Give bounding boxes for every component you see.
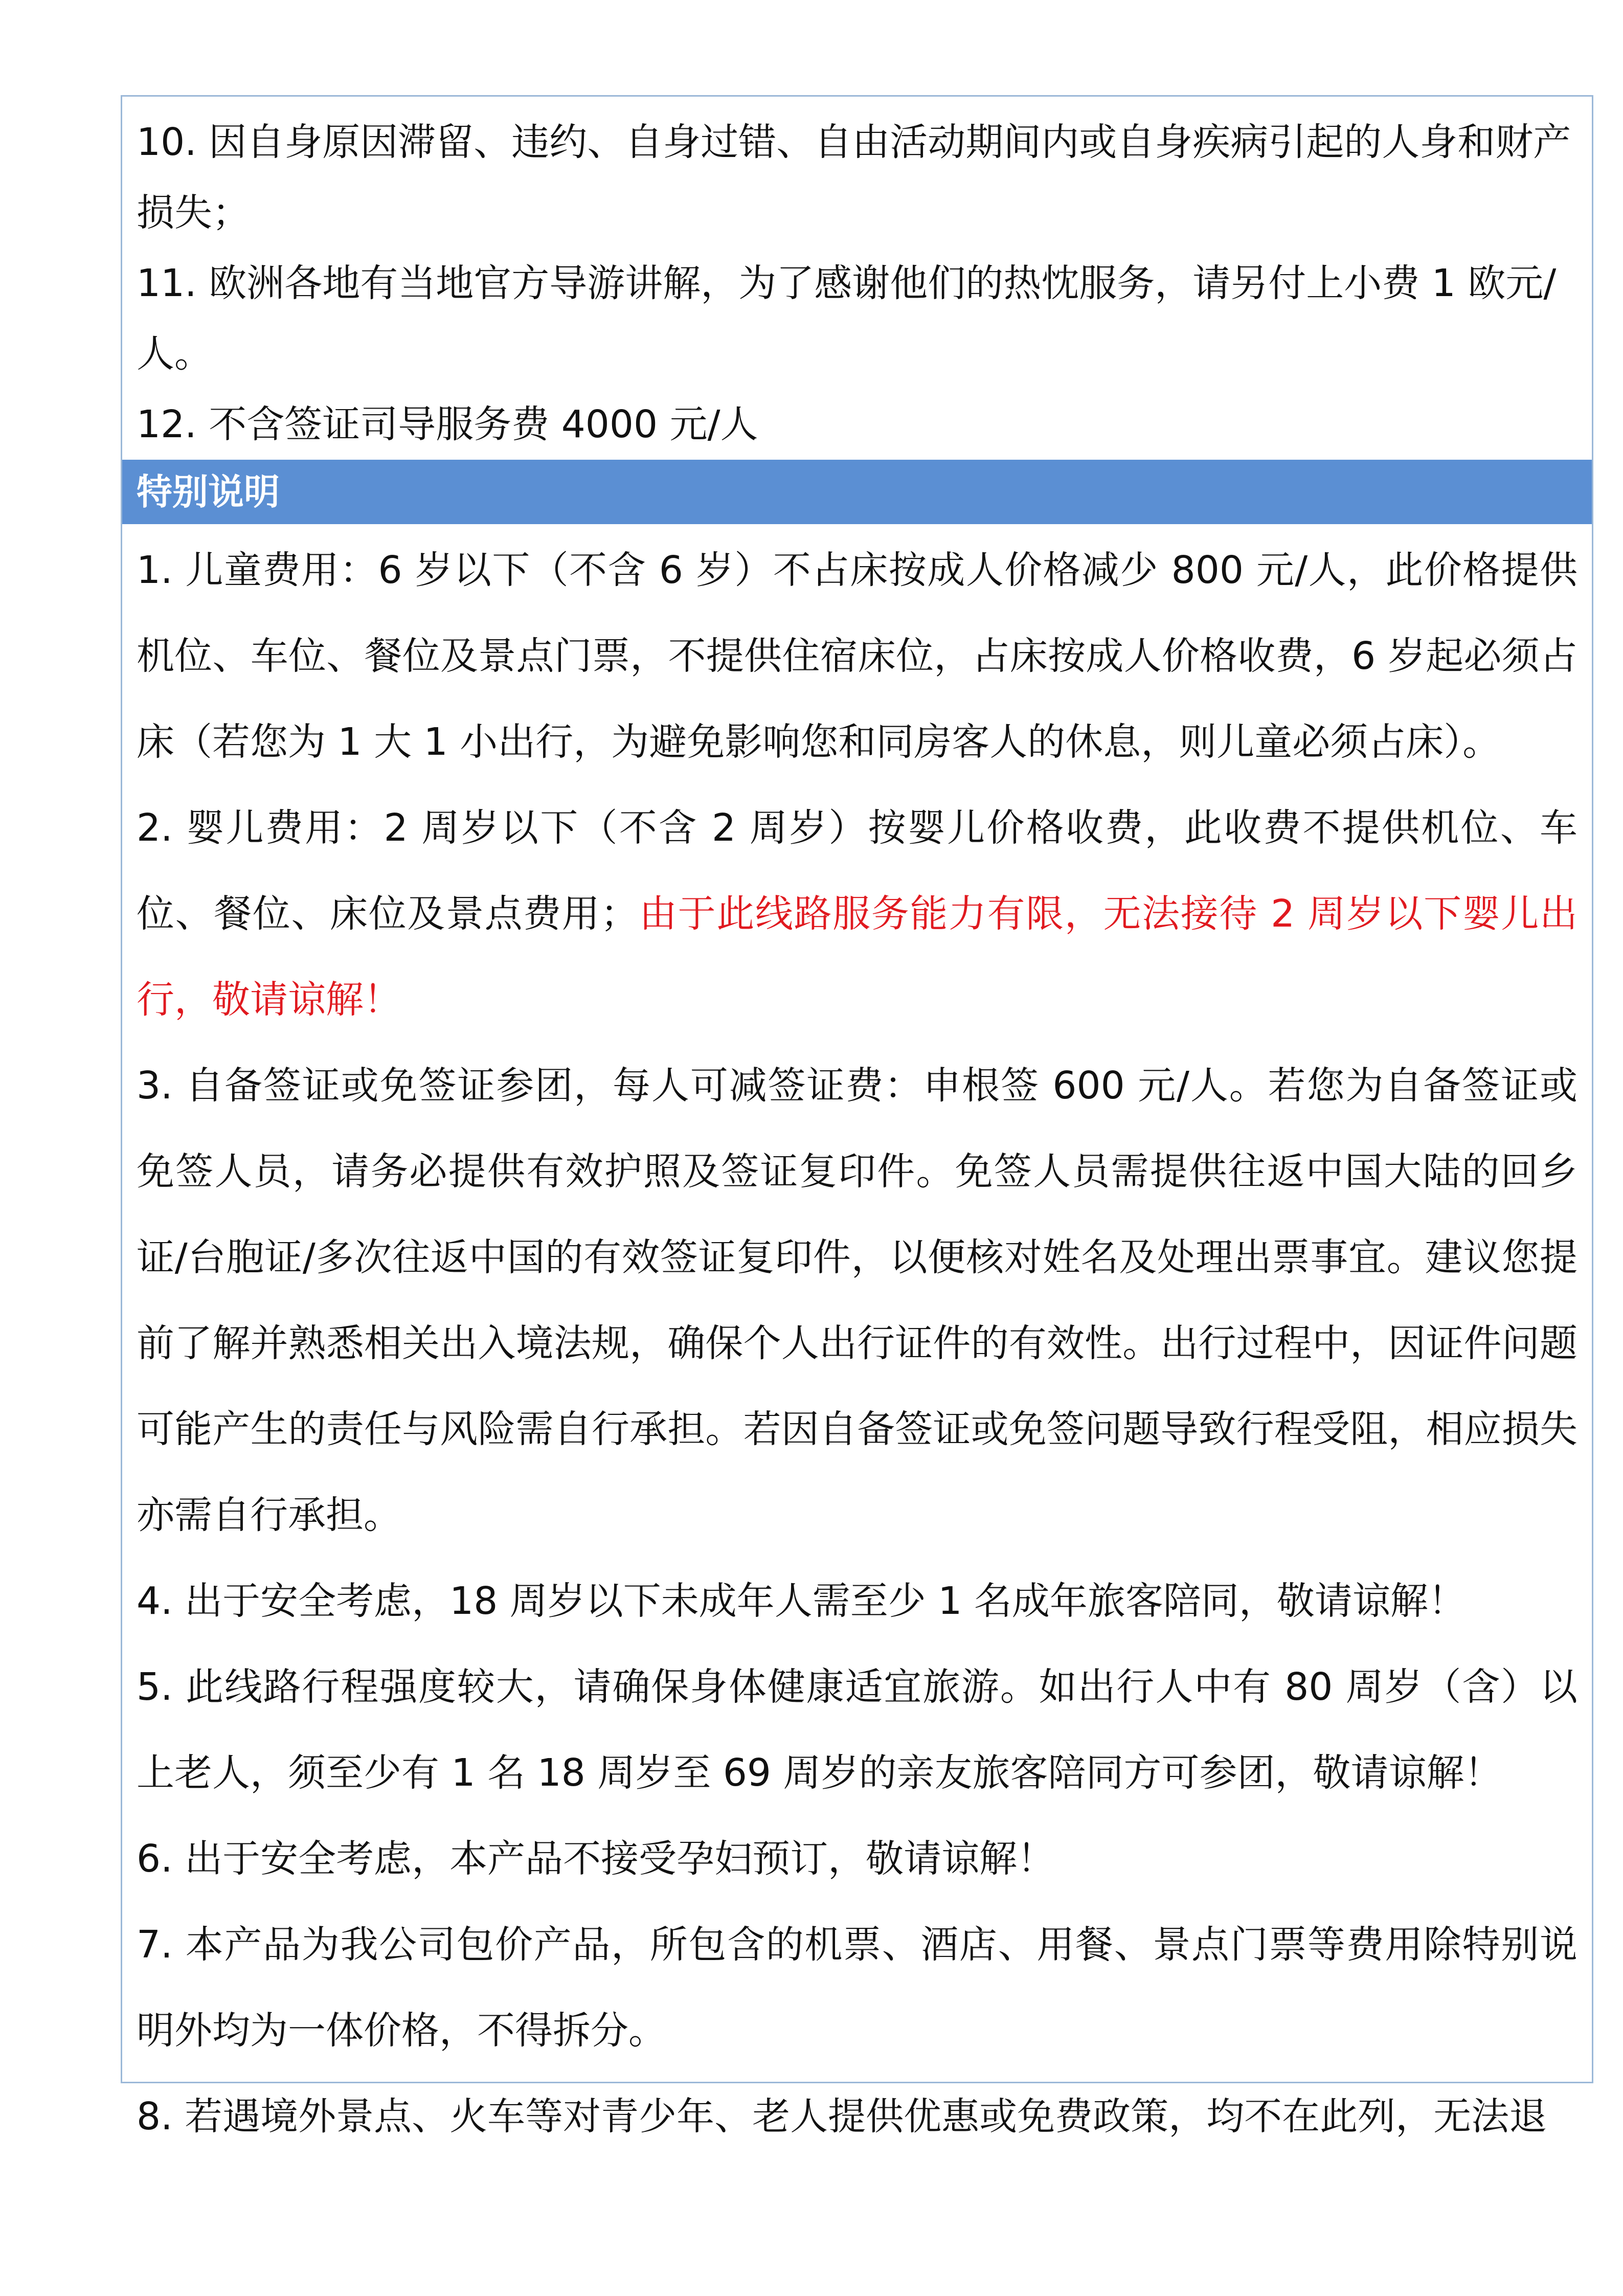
- list-item: 1. 儿童费用：6 岁以下（不含 6 岁）不占床按成人价格减少 800 元/人，此价格提供机位、车位、餐位及景点门票，不提供住宿床位，占床按成人价格收费，6 岁起必须占床（若您为 1 大 1 小出行，为避免影响您和同房客人的休息，则儿童必须占床）。: [137, 548, 1577, 764]
- list-item: 6. 出于安全考虑，本产品不接受孕妇预订，敬请谅解！: [137, 1837, 1055, 1881]
- special-notes-list: [122, 524, 1592, 2159]
- list-item: 11. 欧洲各地有当地官方导游讲解，为了感谢他们的热忱服务，请另付上小费 1 欧元/人。: [137, 261, 1557, 376]
- list-item: 7. 本产品为我公司包价产品，所包含的机票、酒店、用餐、景点门票等费用除特别说明外均为一体价格，不得拆分。: [137, 1923, 1577, 2053]
- list-item: 8. 若遇境外景点、火车等对青少年、老人提供优惠或免费政策，均不在此列，无法退: [137, 2095, 1547, 2139]
- list-item: 2. 婴儿费用：2 周岁以下（不含 2 周岁）按婴儿价格收费，此收费不提供机位、车位、餐位、床位及景点费用；由于此线路服务能力有限，无法接待 2 周岁以下婴儿出行，敬请谅解！: [137, 806, 1578, 1022]
- list-item: 10. 因自身原因滞留、违约、自身过错、自由活动期间内或自身疾病引起的人身和财产损失；: [137, 120, 1571, 235]
- list-item: 5. 此线路行程强度较大，请确保身体健康适宜旅游。如出行人中有 80 周岁（含）以上老人，须至少有 1 名 18 周岁至 69 周岁的亲友旅客陪同方可参团，敬请谅解！: [137, 1665, 1577, 1795]
- section-header-special-notes: 特别说明: [122, 460, 1592, 524]
- list-item: 3. 自备签证或免签证参团，每人可减签证费：申根签 600 元/人。若您为自备签证或免签人员，请务必提供有效护照及签证复印件。免签人员需提供往返中国大陆的回乡证/台胞证/多次往返中国的有效签证复印件，以便核对姓名及处理出票事宜。建议您提前了解并熟悉相关出入境法规，确保个人出行证件的有效性。出行过程中，因证件问题可能产生的责任与风险需自行承担。若因自备签证或免签问题导致行程受阻，相应损失亦需自行承担。: [137, 1064, 1577, 1537]
- highlight-warning: 由于此线路服务能力有限，无法接待 2 周岁以下婴儿出行，敬请谅解！: [137, 892, 1578, 1022]
- info-table: [121, 95, 1593, 2139]
- exclusions-continued: [122, 97, 1592, 460]
- list-item: 12. 不含签证司导服务费 4000 元/人: [137, 402, 758, 446]
- list-item: 4. 出于安全考虑，18 周岁以下未成年人需至少 1 名成年旅客陪同，敬请谅解！: [137, 1579, 1466, 1623]
